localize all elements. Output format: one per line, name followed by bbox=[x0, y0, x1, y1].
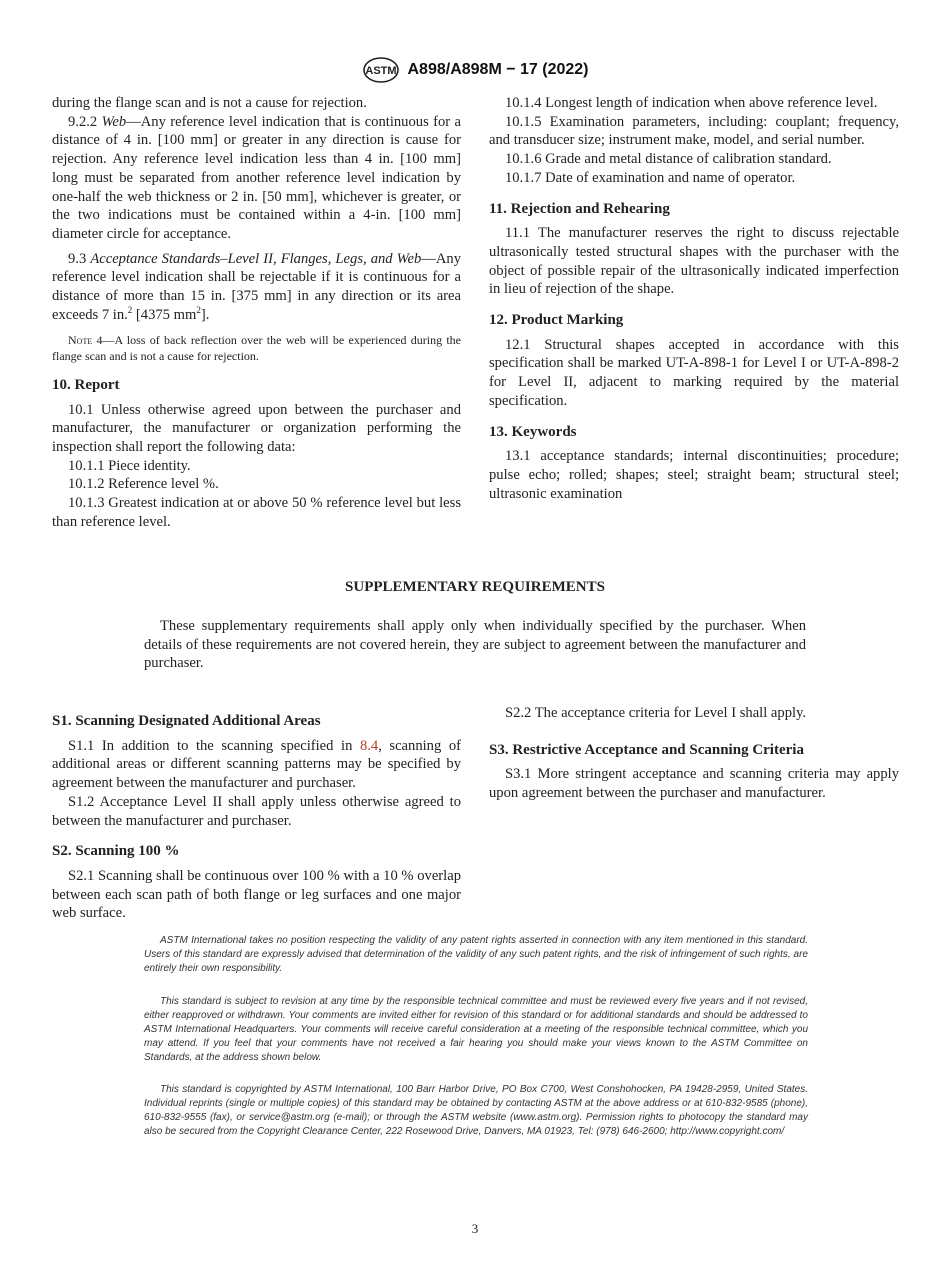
heading-12-marking: 12. Product Marking bbox=[489, 312, 624, 329]
section-text: ]. bbox=[200, 306, 210, 323]
section-number: 9.3 bbox=[68, 250, 87, 267]
supp-left-column bbox=[52, 700, 461, 923]
heading-s3: S3. Restrictive Acceptance and Scanning Criteria bbox=[489, 741, 804, 758]
footer-revision-notice bbox=[144, 995, 808, 1065]
paragraph-continued: during the flange scan and is not a cause for rejection. bbox=[52, 95, 367, 111]
paragraph-10-1-6: 10.1.6 Grade and metal distance of calibration standard. bbox=[505, 151, 832, 168]
footer-text: This standard is copyrighted by ASTM International, 100 Barr Harbor Drive, PO Box C700, West Conshohocken, PA 19428-2959, United States. Individual reprints (single or multiple copies) of this standard may be obtained by contacting ASTM at the above address or at 610-832-9585 (phone), 610-832-9555 (fax), or service@astm.org (e-mail); or through the ASTM website (www.astm.org). Permission rights to photocopy the standard may also be secured from the Copyright Clearance Center, 222 Rosewood Drive, Danvers, MA 01923, Tel: (978) 646-2600; http://www.copyright.com/ bbox=[144, 1084, 808, 1137]
superscript: 2 bbox=[196, 304, 201, 315]
left-column bbox=[52, 94, 461, 531]
paragraph-10-1-2: 10.1.2 Reference level %. bbox=[68, 476, 219, 493]
page-number: 3 bbox=[471, 1221, 479, 1236]
paragraph-10-1-7: 10.1.7 Date of examination and name of operator. bbox=[505, 169, 796, 186]
note-4 bbox=[52, 333, 461, 363]
paragraph-9-2-2 bbox=[52, 113, 461, 244]
paragraph-12-1: 12.1 Structural shapes accepted in accordance with this specification shall be marked UT-A-898-1 for Level I or UT-A-898-2 for Level II, adjacent to marking required by the material specification. bbox=[489, 336, 899, 409]
paragraph-s3-1: S3.1 More stringent acceptance and scanning criteria may apply upon agreement between the purchaser and manufacturer. bbox=[489, 766, 899, 802]
paragraph-s2-2: S2.2 The acceptance criteria for Level I shall apply. bbox=[505, 705, 807, 721]
supplementary-intro bbox=[144, 617, 806, 673]
footer-copyright-notice bbox=[144, 1083, 808, 1139]
paragraph-10-1: 10.1 Unless otherwise agreed upon between the purchaser and manufacturer, the manufacturer or organization performing the inspection shall report the following data: bbox=[52, 401, 461, 455]
paragraph-10-1-4: 10.1.4 Longest length of indication when above reference level. bbox=[505, 95, 878, 111]
paragraph-10-1-5: 10.1.5 Examination parameters, including: couplant; frequency, and transducer size; instrument make, model, and serial number. bbox=[489, 113, 899, 149]
paragraph-13-1: 13.1 acceptance standards; internal discontinuities; procedure; pulse echo; rolled; shapes; steel; straight beam; structural steel; ultrasonic examination bbox=[489, 448, 899, 502]
heading-11-rejection: 11. Rejection and Rehearing bbox=[489, 200, 670, 217]
svg-text:ASTM: ASTM bbox=[364, 65, 397, 77]
paragraph-11-1: 11.1 The manufacturer reserves the right to discuss rejectable ultrasonically tested structural shapes with the purchaser with the object of possible repair of the ultrasonically indicated imperfection in lieu of rejection of the shape. bbox=[489, 225, 899, 298]
standard-designation: A898/A898M − 17 (2022) bbox=[407, 61, 589, 78]
section-text: —Any reference level indication shall be rejectable if it is continuous for a distance of more than 15 in. [375 mm] in any direction or its area exceeds 7 in. bbox=[52, 250, 461, 323]
section-text: [4375 mm bbox=[132, 306, 197, 323]
paragraph-s2-1: S2.1 Scanning shall be continuous over 100 % with a 10 % overlap between each scan path of both flange or leg surfaces and one major web surface. bbox=[52, 867, 461, 922]
footer-text: This standard is subject to revision at any time by the responsible technical committee and must be reviewed every five years and if not revised, either reapproved or withdrawn. Your comments are invited either for revision of this standard or for additional standards and should be addressed to ASTM International Headquarters. Your comments will receive careful consideration at a meeting of the responsible technical committee, which you may attend. If you feel that your comments have not received a fair hearing you should make your views known to the ASTM Committee on Standards, at the address shown below. bbox=[144, 996, 808, 1063]
paragraph-s1-1 bbox=[52, 737, 461, 793]
heading-13-keywords: 13. Keywords bbox=[489, 423, 577, 440]
section-number: 9.2.2 bbox=[68, 113, 98, 130]
paragraph-10-1-1: 10.1.1 Piece identity. bbox=[68, 457, 191, 474]
heading-s2: S2. Scanning 100 % bbox=[52, 843, 180, 860]
note-text: —A loss of back reflection over the web will be experienced during the flange scan and is not a cause for rejection. bbox=[52, 333, 462, 363]
section-text: —Any reference level indication that is continuous for a distance of 4 in. [100 mm] or greater in any direction is cause for rejection. Any reference level indication less than 4 in. [100 mm] long must be separated from another reference level indication by one-half the web thickness or 2 in. [50 mm], whichever is greater, or the two indications must be contained within a 4-in. [100 mm] diameter circle for acceptance. bbox=[52, 113, 461, 242]
section-text: S1.1 In addition to the scanning specified in bbox=[68, 737, 360, 754]
right-column bbox=[489, 94, 899, 503]
supplementary-intro-text: These supplementary requirements shall apply only when individually specified by the purchaser. When details of these requirements are not covered herein, they are subject to agreement between the manufacturer and purchaser. bbox=[144, 618, 806, 672]
section-link-8-4[interactable]: 8.4 bbox=[359, 737, 379, 754]
heading-10-report: 10. Report bbox=[52, 376, 120, 393]
supp-right-column bbox=[489, 704, 899, 803]
heading-s1: S1. Scanning Designated Additional Areas bbox=[52, 713, 321, 729]
paragraph-9-3 bbox=[52, 250, 461, 325]
paragraph-s1-2: S1.2 Acceptance Level II shall apply unless otherwise agreed to between the manufacturer and purchaser. bbox=[52, 793, 461, 829]
section-text: , scanning of additional areas or different scanning patterns may be specified by agreement between the manufacturer and purchaser. bbox=[52, 737, 461, 792]
page-header bbox=[0, 57, 950, 83]
note-label: Note 4 bbox=[68, 333, 103, 348]
paragraph-10-1-3: 10.1.3 Greatest indication at or above 50 % reference level but less than reference level. bbox=[52, 495, 461, 530]
footer-text: ASTM International takes no position respecting the validity of any patent rights asserted in connection with any item mentioned in this standard. Users of this standard are expressly advised that determination of the validity of any such patent rights, and the risk of infringement of such rights, are entirely their own responsibility. bbox=[144, 935, 808, 974]
section-term: Web bbox=[101, 113, 127, 130]
superscript: 2 bbox=[127, 304, 133, 315]
supplementary-title: SUPPLEMENTARY REQUIREMENTS bbox=[345, 579, 605, 595]
footer-patent-notice bbox=[144, 934, 808, 976]
section-term: Acceptance Standards–Level II, Flanges, Legs, and Web bbox=[90, 250, 422, 267]
astm-logo-icon bbox=[362, 57, 400, 83]
